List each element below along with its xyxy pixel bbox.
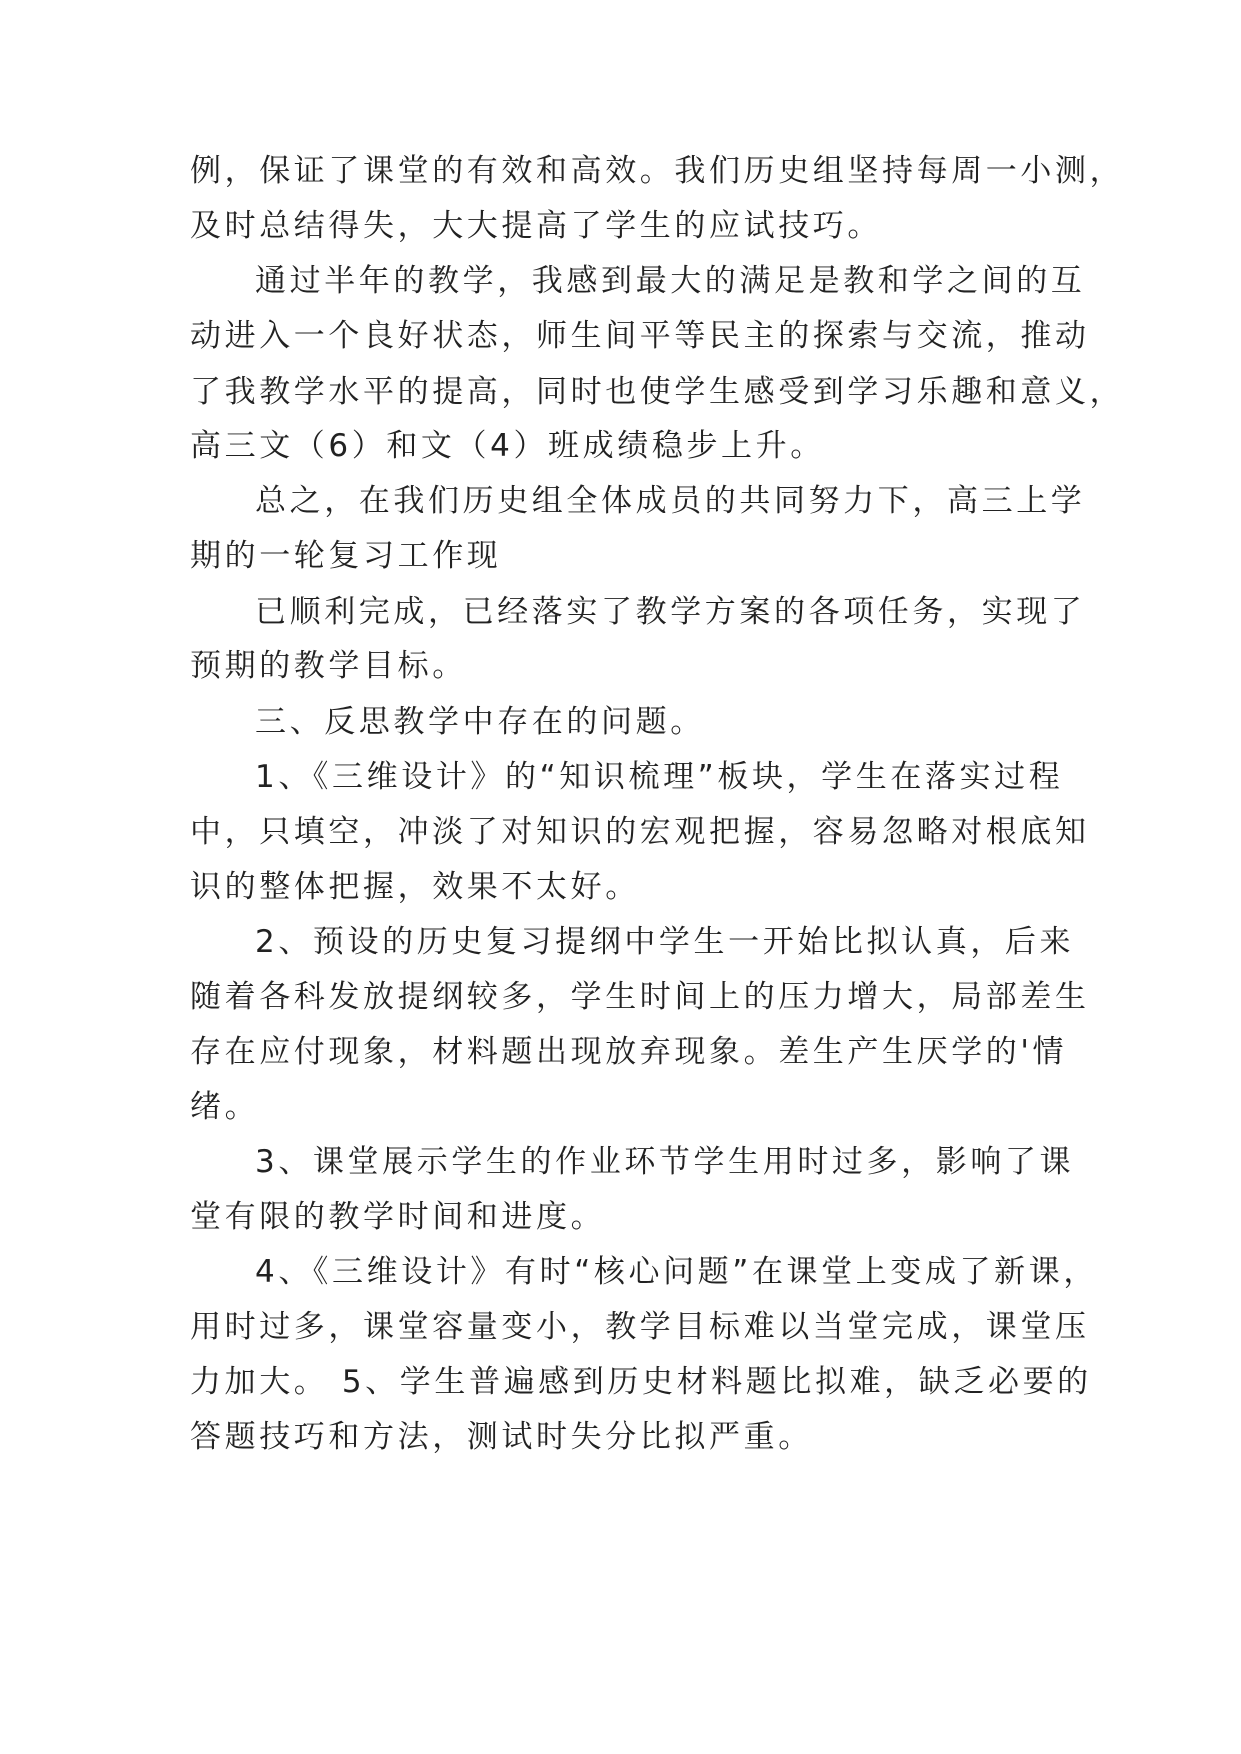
- text-line: 4、《三维设计》有时“核心问题”在课堂上变成了新课，: [255, 1254, 1098, 1290]
- text-line: 1、《三维设计》的“知识梳理”板块，学生在落实过程: [255, 759, 1064, 795]
- text-line: 例，保证了课堂的有效和高效。我们历史组坚持每周一小测，: [190, 153, 1125, 189]
- text-line: 通过半年的教学，我感到最大的满足是教和学之间的互: [255, 263, 1086, 299]
- text-line: 动进入一个良好状态，师生间平等民主的探索与交流，推动: [190, 318, 1090, 354]
- text-line: 力加大。 5、学生普遍感到历史材料题比拟难，缺乏必要的: [190, 1364, 1092, 1400]
- text-line: 了我教学水平的提高，同时也使学生感受到学习乐趣和意义，: [190, 374, 1125, 410]
- text-line: 3、课堂展示学生的作业环节学生用时过多，影响了课: [255, 1144, 1075, 1180]
- text-line: 绪。: [190, 1089, 260, 1125]
- text-line: 随着各科发放提纲较多，学生时间上的压力增大，局部差生: [190, 979, 1090, 1015]
- text-line: 三、反思教学中存在的问题。: [255, 704, 705, 740]
- text-line: 2、预设的历史复习提纲中学生一开始比拟认真，后来: [255, 924, 1075, 960]
- text-line: 总之，在我们历史组全体成员的共同努力下，高三上学: [255, 483, 1086, 519]
- text-line: 存在应付现象，材料题出现放弃现象。差生产生厌学的'情: [190, 1034, 1068, 1070]
- text-line: 预期的教学目标。: [190, 648, 467, 684]
- text-line: 高三文（6）和文（4）班成绩稳步上升。: [190, 428, 825, 464]
- text-line: 已顺利完成，已经落实了教学方案的各项任务，实现了: [255, 594, 1086, 630]
- text-line: 识的整体把握，效果不太好。: [190, 869, 640, 905]
- text-line: 及时总结得失，大大提高了学生的应试技巧。: [190, 208, 882, 244]
- text-line: 答题技巧和方法，测试时失分比拟严重。: [190, 1419, 813, 1455]
- text-line: 中，只填空，冲淡了对知识的宏观把握，容易忽略对根底知: [190, 814, 1090, 850]
- text-line: 用时过多，课堂容量变小，教学目标难以当堂完成，课堂压: [190, 1309, 1090, 1345]
- text-line: 堂有限的教学时间和进度。: [190, 1199, 606, 1235]
- text-line: 期的一轮复习工作现: [190, 538, 502, 574]
